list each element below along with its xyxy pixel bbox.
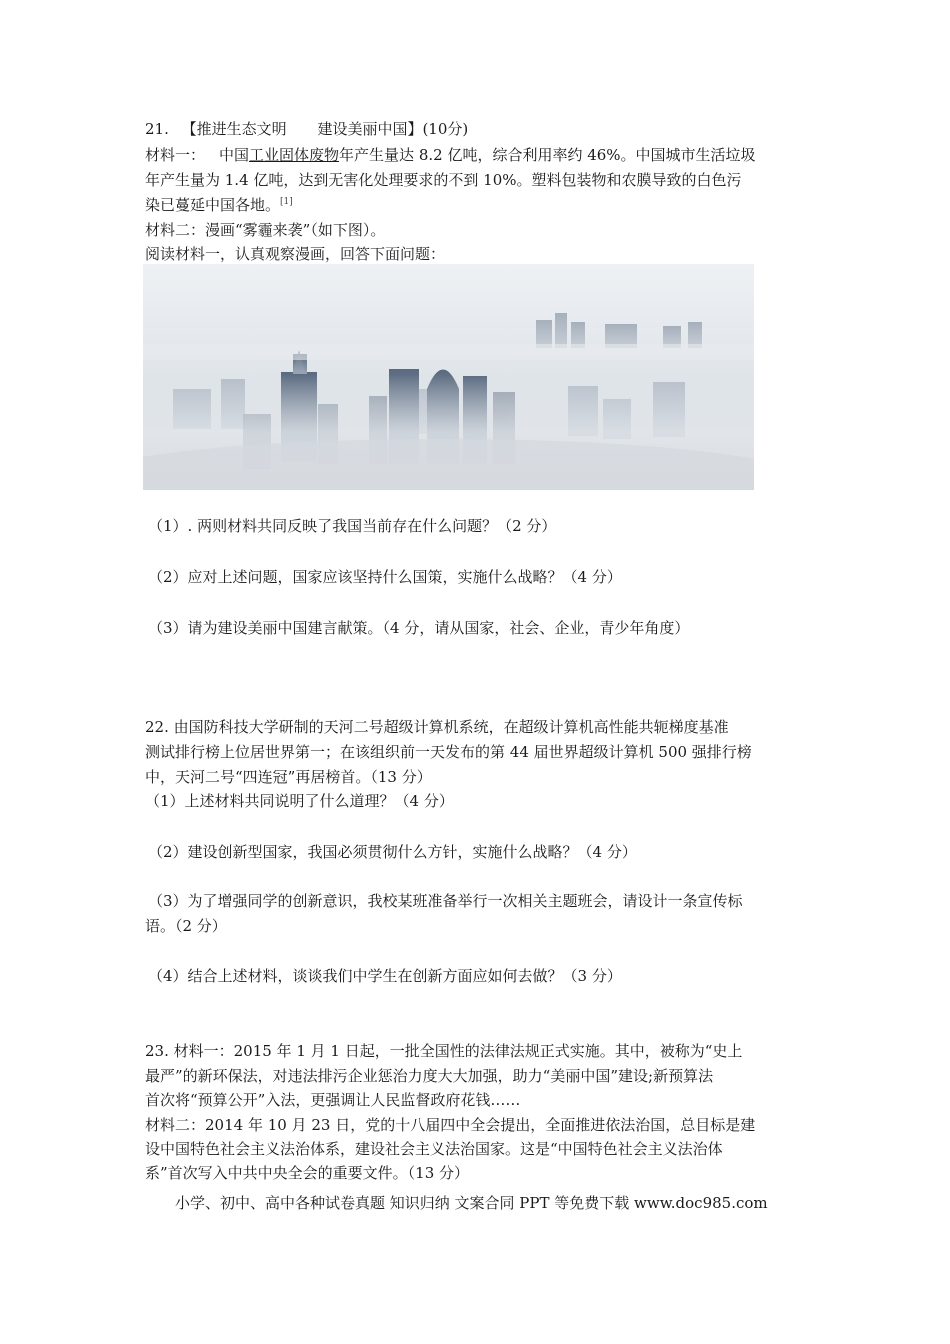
q21-subq1: （1）. 两则材料共同反映了我国当前存在什么问题？（2 分） (148, 517, 557, 535)
q21-material1-line2: 年产生量为 1.4 亿吨，达到无害化处理要求的不到 10%。塑料包装物和农膜导致的白色污 (145, 171, 742, 189)
q23-line6: 系”首次写入中共中央全会的重要文件。（13 分） (145, 1164, 470, 1182)
footnote-ref[interactable]: [1] (280, 197, 293, 207)
q22-line1: 22. 由国防科技大学研制的天河二号超级计算机系统，在超级计算机高性能共轭梯度基准 (145, 718, 729, 736)
underlined-term: 工业固体废物 (249, 146, 340, 164)
q23-line1: 23. 材料一：2015 年 1 月 1 日起，一批全国性的法律法规正式实施。其中，被称为“史上 (145, 1042, 743, 1060)
q21-subq3: （3）请为建设美丽中国建言献策。（4 分，请从国家，社会、企业，青少年角度） (148, 619, 690, 637)
q21-material2: 材料二：漫画“雾霾来袭”（如下图）。 (145, 221, 386, 239)
q21-title (145, 117, 810, 141)
q21-material1-line3: 染已蔓延中国各地。[1] (145, 196, 293, 214)
q21-title-part2: 建设美丽中国】(10分) (317, 120, 469, 138)
q21-title-part1: 【推进生态文明 (181, 120, 287, 138)
q21-number: 21. (145, 120, 169, 138)
q23-line5: 设中国特色社会主义法治体系，建设社会主义法治国家。这是“中国特色社会主义法治体 (145, 1140, 723, 1158)
q22-subq2: （2）建设创新型国家，我国必须贯彻什么方针，实施什么战略？（4 分） (148, 843, 637, 861)
q21-material1-line1: 材料一： 中国工业固体废物年产生量达 8.2 亿吨，综合利用率约 46%。中国城市生活垃圾 (145, 146, 756, 164)
q22-subq3-line1: （3）为了增强同学的创新意识，我校某班准备举行一次相关主题班会，请设计一条宣传标 (148, 892, 743, 910)
q22-subq1: （1）上述材料共同说明了什么道理？（4 分） (145, 792, 454, 810)
q23-line2: 最严”的新环保法，对违法排污企业惩治力度大大加强，助力“美丽中国”建设;新预算法 (145, 1067, 714, 1085)
q23-line4: 材料二：2014 年 10 月 23 日，党的十八届四中全会提出，全面推进依法治国，总目标是建 (145, 1116, 756, 1134)
q23-line3: 首次将“预算公开”入法，更强调让人民监督政府花钱…… (145, 1091, 521, 1109)
q22-subq4: （4）结合上述材料，谈谈我们中学生在创新方面应如何去做？（3 分） (148, 967, 622, 985)
q21-subq2: （2）应对上述问题，国家应该坚持什么国策，实施什么战略？（4 分） (148, 568, 622, 586)
q22-line3: 中，天河二号“四连冠”再居榜首。（13 分） (145, 768, 432, 786)
page-footer: 小学、初中、高中各种试卷真题 知识归纳 文案合同 PPT 等免费下载 www.doc985.com (175, 1194, 768, 1212)
q22-line2: 测试排行榜上位居世界第一；在该组织前一天发布的第 44 届世界超级计算机 500 强排行榜 (145, 743, 752, 761)
smog-city-photo (143, 264, 754, 490)
q21-instruction: 阅读材料一，认真观察漫画，回答下面问题： (145, 245, 446, 263)
q22-subq3-line2: 语。（2 分） (145, 917, 227, 935)
